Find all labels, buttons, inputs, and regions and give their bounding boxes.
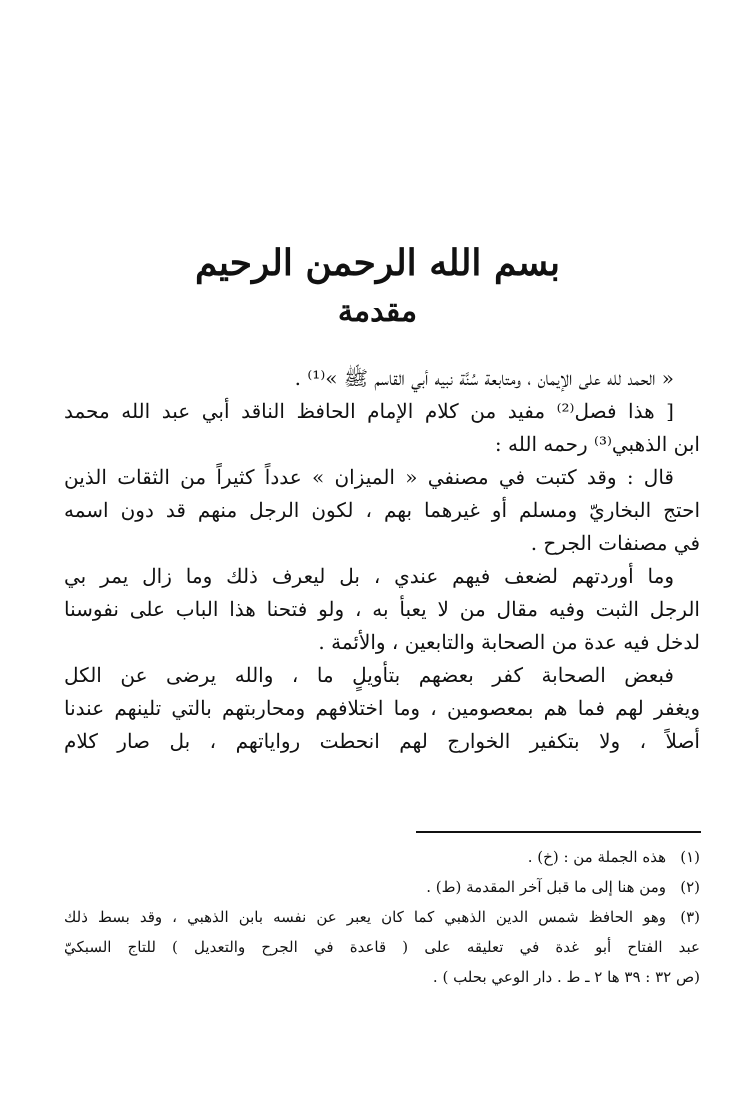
text-line: الرجل الثبت وفيه مقال من لا يعبأ به ، ولو فتحنا هذا الباب على نفوسنا xyxy=(64,597,700,621)
footnotes xyxy=(64,842,700,992)
footnote-continuation-line: عبد الفتاح أبو غدة في تعليقه على ( قاعدة في الجرح والتعديل ) للتاج السبكيّ xyxy=(64,938,700,956)
text-line: ويغفر لهم فما هم بمعصومين ، وما اختلافهم ومحاربتهم بالتي تلينهم عندنا xyxy=(64,696,700,720)
text-line: « الحمد لله على الإيمان ، ومتابعة سُنَّة نبيه أبي القاسم ﷺ »⁽¹⁾ . xyxy=(294,366,674,390)
footnote xyxy=(64,902,700,932)
footnote-number: (٣) xyxy=(680,908,700,926)
text-line: لدخل فيه عدة من الصحابة والتابعين ، والأئمة . xyxy=(318,630,700,654)
text-line: أصلاً ، ولا بتكفير الخوارج لهم انحطت رواياتهم ، بل صار كلام xyxy=(64,729,700,753)
page-heading: مقدمة xyxy=(337,294,418,329)
footnote-number: (١) xyxy=(680,848,700,866)
basmala-title: بسم الله الرحمن الرحيم xyxy=(194,242,561,284)
footnote xyxy=(64,872,700,902)
footnote-text: وهو الحافظ شمس الدين الذهبي كما كان يعبر عن نفسه بابن الذهبي ، وقد بسط ذلك xyxy=(64,908,666,926)
text-line: احتج البخاريّ ومسلم أو غيرهما بهم ، لكون الرجل منهم قد دون اسمه xyxy=(64,498,700,522)
text-line: ابن الذهبي⁽³⁾ رحمه الله : xyxy=(494,432,700,456)
text-line: في مصنفات الجرح . xyxy=(530,531,700,555)
footnote xyxy=(64,842,700,872)
footnote-number: (٢) xyxy=(680,878,700,896)
footnote-divider xyxy=(416,831,701,833)
footnote-text: ومن هنا إلى ما قبل آخر المقدمة (ط) . xyxy=(426,878,666,896)
text-line: قال : وقد كتبت في مصنفي « الميزان » عدداً كثيراً من الثقات الذين xyxy=(64,465,674,489)
footnote-text: هذه الجملة من : (خ) . xyxy=(527,848,666,866)
text-line: [ هذا فصل⁽²⁾ مفيد من كلام الإمام الحافظ الناقد أبي عبد الله محمد xyxy=(64,399,674,423)
text-line: فبعض الصحابة كفر بعضهم بتأويلٍ ما ، والله يرضى عن الكل xyxy=(64,663,674,687)
footnote-continuation-line: (ص ٣٢ : ٣٩ ها ٢ ـ ط . دار الوعي بحلب ) . xyxy=(432,968,700,986)
text-line: وما أوردتهم لضعف فيهم عندي ، بل ليعرف ذلك وما زال يمر بي xyxy=(64,564,674,588)
main-text xyxy=(64,362,700,758)
